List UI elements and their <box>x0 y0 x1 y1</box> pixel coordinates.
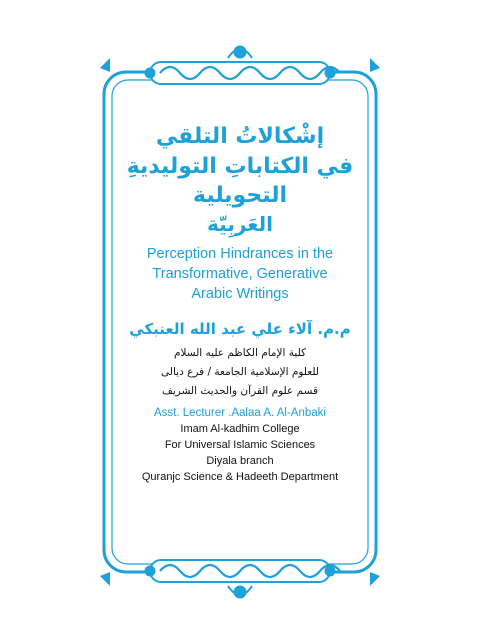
arabic-title-line-3: العَربِيّة <box>207 212 273 237</box>
affiliation-arabic-line-1: كلية الإمام الكاظم عليه السلام <box>173 347 307 360</box>
affiliation-arabic-line-2: للعلوم الإسلامية الجامعة / فرع ديالى <box>161 366 319 379</box>
english-title-line-2: Transformative, Generative <box>152 266 328 283</box>
english-title-line-1: Perception Hindrances in the <box>146 246 334 263</box>
affiliation-english-line-1: Imam Al-kadhim College <box>180 423 300 436</box>
affiliation-arabic-line-3: قسم علوم القرآن والحديث الشريف <box>161 385 319 398</box>
affiliation-english <box>110 421 370 485</box>
author-name-arabic: م.م. آلاء علي عبد الله العنبكي <box>129 320 351 339</box>
english-title-line-3: Arabic Writings <box>191 286 289 303</box>
affiliation-english-line-3: Diyala branch <box>206 455 274 468</box>
author-name-english: Asst. Lecturer .Aalaa A. Al-Anbaki <box>154 407 326 420</box>
english-title <box>110 244 370 304</box>
title-page-content <box>110 122 370 485</box>
arabic-title-line-1: إشْكالاتُ التلقي <box>155 124 325 149</box>
arabic-title-line-2: في الكتاباتِ التوليديةِ التحويلية <box>126 153 354 209</box>
bottom-ornament <box>145 560 340 598</box>
top-ornament <box>145 46 340 84</box>
arabic-title <box>110 122 370 238</box>
affiliation-english-line-4: Quranjc Science & Hadeeth Department <box>141 471 339 484</box>
affiliation-arabic <box>110 344 370 401</box>
affiliation-english-line-2: For Universal Islamic Sciences <box>164 439 316 452</box>
